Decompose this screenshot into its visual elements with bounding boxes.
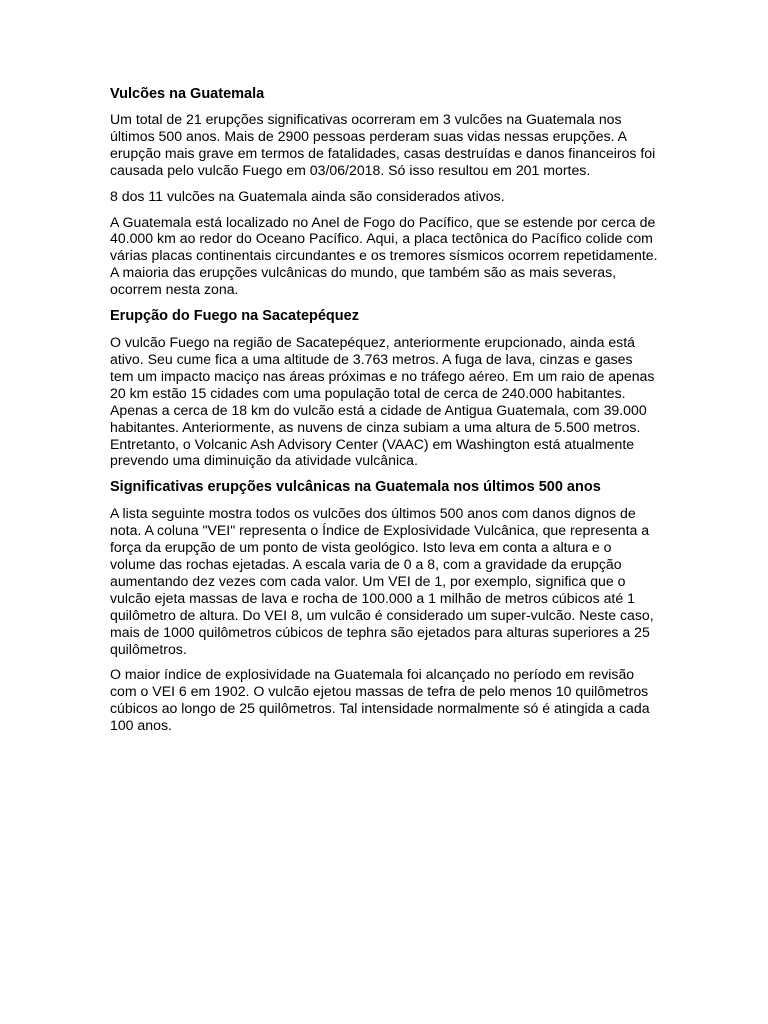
paragraph: Um total de 21 erupções significativas ocorreram em 3 vulcões na Guatemala nos últimos 500 anos. Mais de 2900 pessoas perderam suas vidas nessas erupções. A erupção mais grave em termos de fatalidades, casas destruídas e danos financeiros foi causada pelo vulcão Fuego em 03/06/2018. Só isso resultou em 201 mortes. [110, 111, 656, 178]
section-volcanoes-guatemala [110, 85, 658, 298]
paragraph: O vulcão Fuego na região de Sacatepéquez, anteriormente erupcionado, ainda está ativo. Seu cume fica a uma altitude de 3.763 metros. A fuga de lava, cinzas e gases tem um impacto maciço nas áreas próximas e no tráfego aéreo. Em um raio de apenas 20 km estão 15 cidades com uma população total de cerca de 240.000 habitantes. Apenas a cerca de 18 km do vulcão está a cidade de Antigua Guatemala, com 39.000 habitantes. Anteriormente, as nuvens de cinza subiam a uma altura de 5.500 metros. Entretanto, o Volcanic Ash Advisory Center (VAAC) em Washington está atualmente prevendo uma diminuição da atividade vulcânica. [110, 334, 655, 469]
paragraph: O maior índice de explosividade na Guatemala foi alcançado no período em revisão com o VEI 6 em 1902. O vulcão ejetou massas de tefra de pelo menos 10 quilômetros cúbicos ao longo de 25 quilômetros. Tal intensidade normalmente só é atingida a cada 100 anos. [110, 666, 650, 734]
paragraph: 8 dos 11 vulcões na Guatemala ainda são considerados ativos. [110, 187, 505, 204]
section-significant-eruptions [110, 478, 658, 734]
section-heading: Vulcões na Guatemala [110, 86, 265, 102]
section-heading: Erupção do Fuego na Sacatepéquez [110, 308, 359, 325]
paragraph: A Guatemala está localizado no Anel de Fogo do Pacífico, que se estende por cerca de 40.000 km ao redor do Oceano Pacífico. Aqui, a placa tectônica do Pacífico colide com várias placas continentais circundantes e os tremores sísmicos ocorrem repetidamente. A maioria das erupções vulcânicas do mundo, que também são as mais severas, ocorrem nesta zona. [110, 213, 658, 298]
document-page [110, 85, 658, 743]
section-fuego-eruption [110, 307, 658, 469]
section-heading: Significativas erupções vulcânicas na Guatemala nos últimos 500 anos [110, 479, 601, 496]
paragraph: A lista seguinte mostra todos os vulcões dos últimos 500 anos com danos dignos de nota. A coluna "VEI" representa o Índice de Explosividade Vulcânica, que representa a força da erupção de um ponto de vista geológico. Isto leva em conta a altura e o volume das rochas ejetadas. A escala varia de 0 a 8, com a gravidade da erupção aumentando dez vezes com cada valor. Um VEI de 1, por exemplo, significa que o vulcão ejeta massas de lava e rocha de 100.000 a 1 milhão de metros cúbicos até 1 quilômetro de altura. Do VEI 8, um vulcão é considerado um super-vulcão. Neste caso, mais de 1000 quilômetros cúbicos de tephra são ejetados para alturas superiores a 25 quilômetros. [110, 505, 654, 657]
